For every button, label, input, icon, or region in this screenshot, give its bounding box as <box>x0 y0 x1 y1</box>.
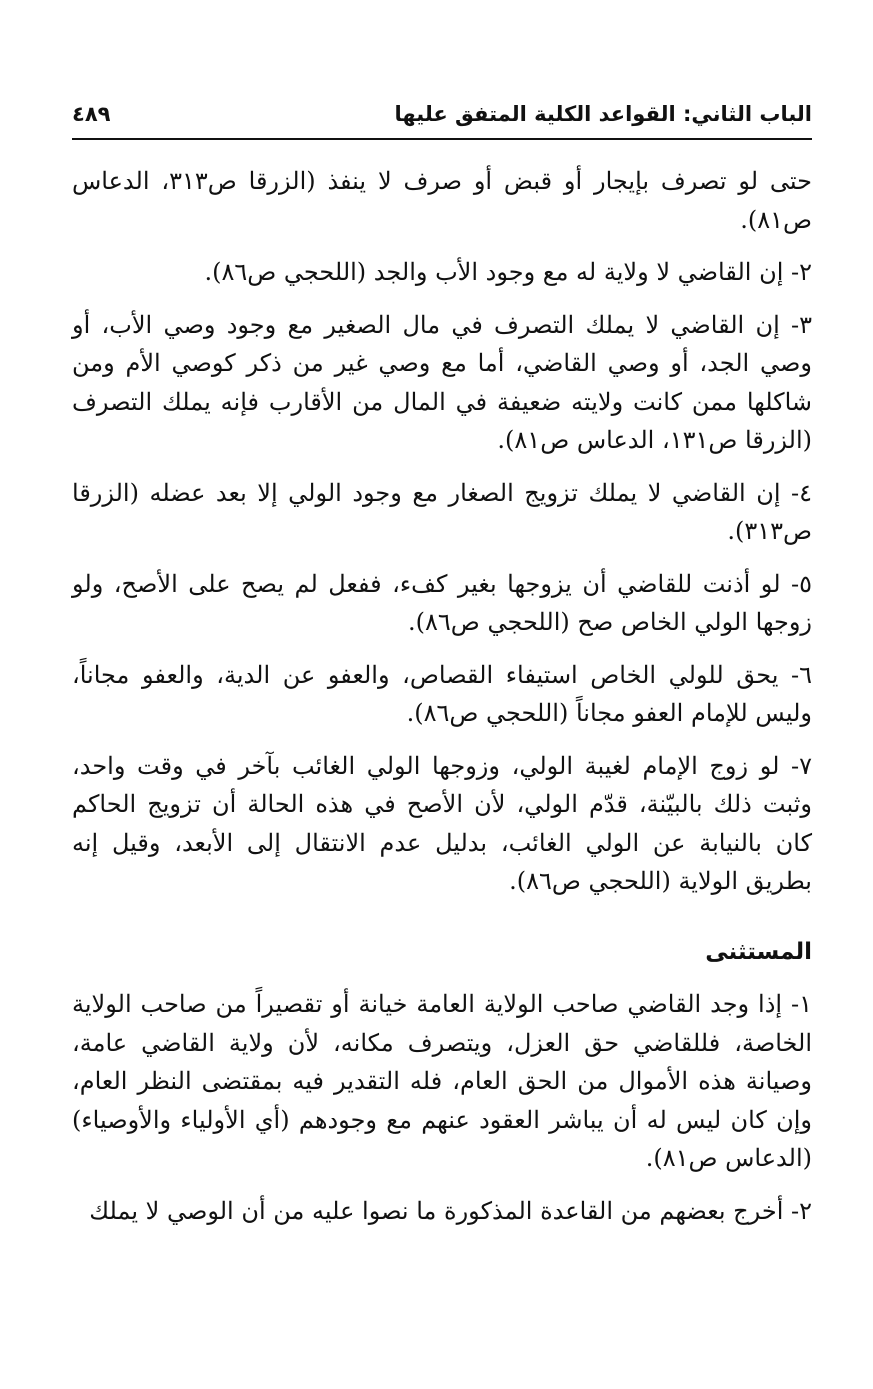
book-page <box>72 100 812 1244</box>
paragraph: ٢- إن القاضي لا ولاية له مع وجود الأب والجد (اللحجي ص٨٦). <box>204 258 812 286</box>
paragraph: ٣- إن القاضي لا يملك التصرف في مال الصغير مع وجود وصي الأب، أو وصي الجد، أو وصي القاضي، أما مع وصي غير من ذكر كوصي الأم ومن شاكلها ممن كانت ولايته ضعيفة في المال من الأقارب فإنه يملك التصرف (الزرقا ص١٣١، الدعاس ص٨١). <box>72 310 813 454</box>
page-body <box>72 162 812 1230</box>
page-number: ٤٨٩ <box>72 102 111 126</box>
chapter-title: الباب الثاني: القواعد الكلية المتفق عليها <box>394 102 812 126</box>
paragraph: حتى لو تصرف بإيجار أو قبض أو صرف لا ينفذ (الزرقا ص٣١٣، الدعاس ص٨١). <box>72 167 812 234</box>
section-heading: المستثنى <box>705 938 812 965</box>
paragraph: ٦- يحق للولي الخاص استيفاء القصاص، والعفو عن الدية، والعفو مجاناً، وليس للإمام العفو مجاناً (اللحجي ص٨٦). <box>72 660 812 727</box>
paragraph: ٤- إن القاضي لا يملك تزويج الصغار مع وجود الولي إلا بعد عضله (الزرقا ص٣١٣). <box>72 478 813 545</box>
running-header <box>72 100 812 140</box>
exception-paragraph: ١- إذا وجد القاضي صاحب الولاية العامة خيانة أو تقصيراً من صاحب الولاية الخاصة، فللقاضي حق العزل، ويتصرف مكانه، لأن ولاية القاضي عامة، وصيانة هذه الأموال من الحق العام، فله التقدير فيه بمقتضى النظر العام، وإن كان ليس له أن يباشر العقود عنهم مع وجودهم (أي الأولياء والأوصياء) (الدعاس ص٨١). <box>72 990 812 1172</box>
exception-paragraph: ٢- أخرج بعضهم من القاعدة المذكورة ما نصوا عليه من أن الوصي لا يملك <box>89 1196 812 1225</box>
paragraph: ٧- لو زوج الإمام لغيبة الولي، وزوجها الولي الغائب بآخر في وقت واحد، وثبت ذلك بالبيّنة، قدّم الولي، لأن الأصح في هذه الحالة أن تزويج الحاكم كان بالنيابة عن الولي الغائب، بدليل عدم الانتقال إلى الأبعد، وقيل إنه بطريق الولاية (اللحجي ص٨٦). <box>72 751 812 895</box>
paragraph: ٥- لو أذنت للقاضي أن يزوجها بغير كفء، ففعل لم يصح على الأصح، ولو زوجها الولي الخاص صح (اللحجي ص٨٦). <box>72 569 812 636</box>
